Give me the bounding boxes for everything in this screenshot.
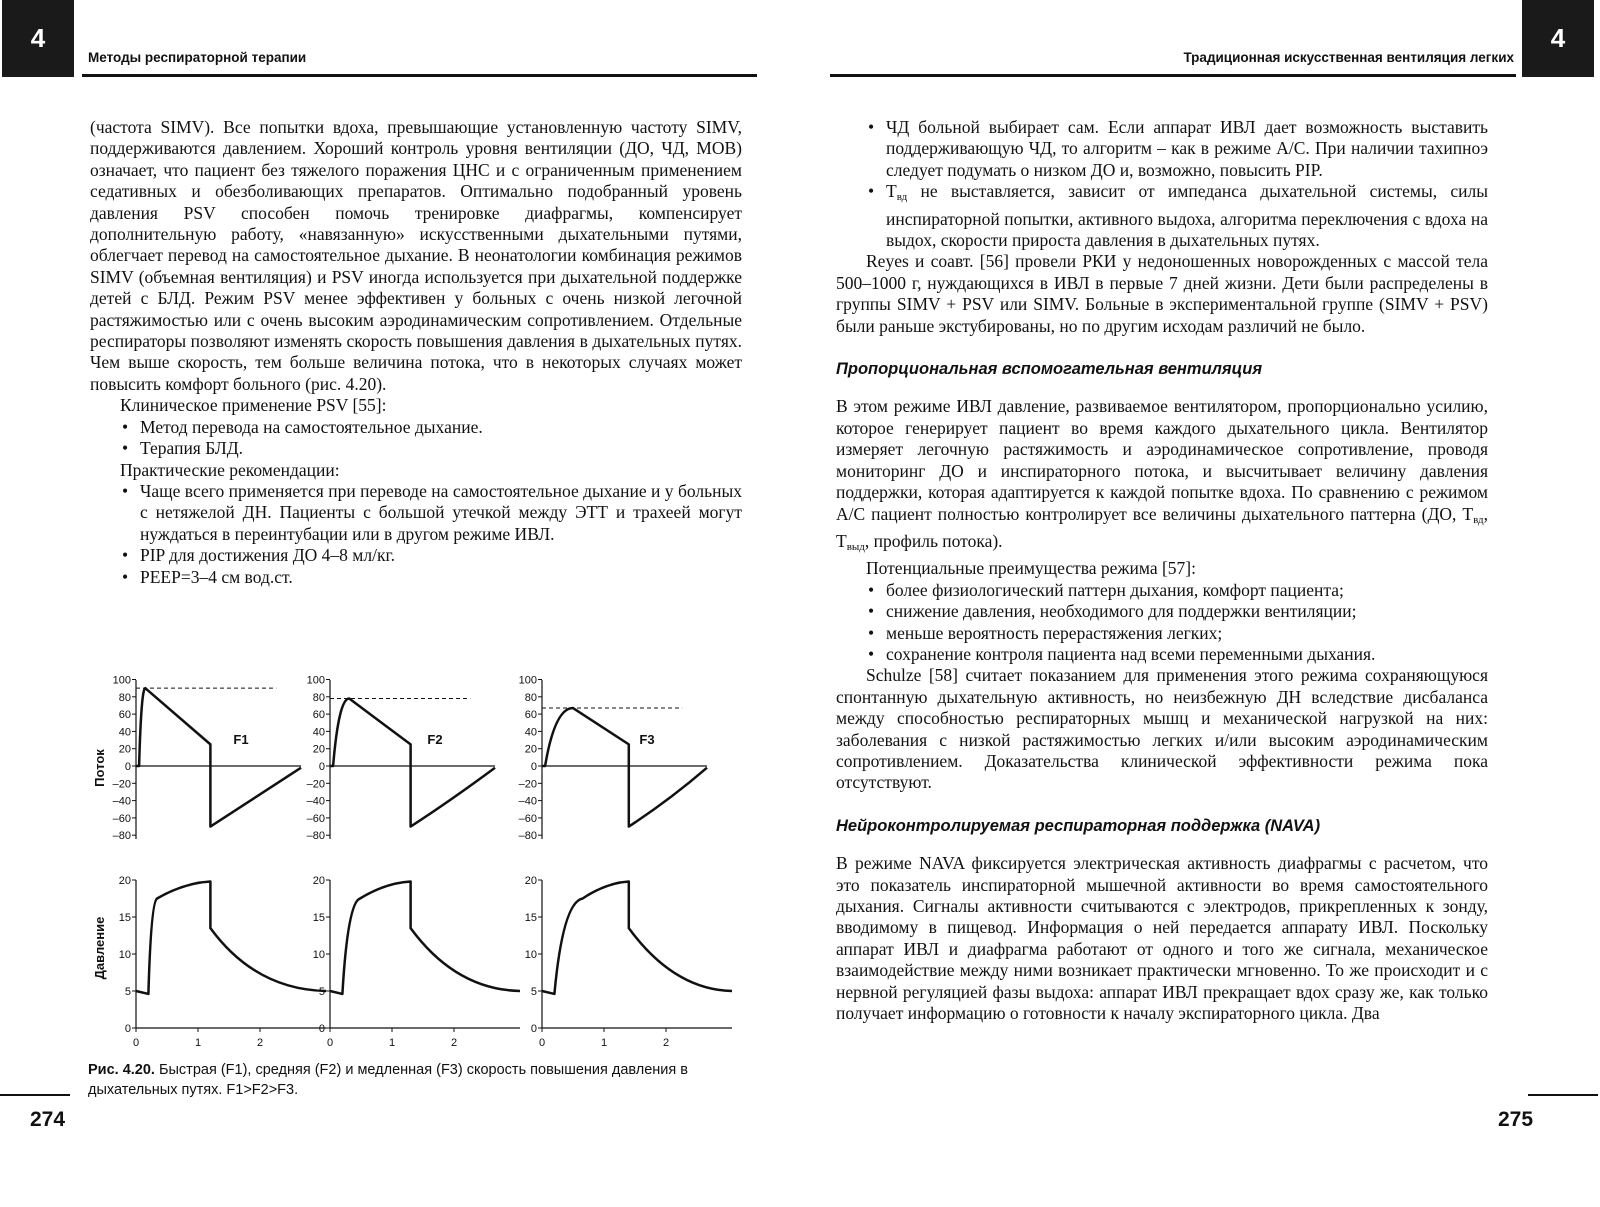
flow-tick-label: 100 xyxy=(306,674,325,687)
paragraph-schulze: Schulze [58] считает показанием для применения этого режима сохраняющуюся спонтанную дыхательную активность, но неизбежную ДН вследствие дисбаланса между способностью респираторных мышц и механической нагрузкой на них: заболевания с низкой растяжимостью легких и/или высоким аэродинамическим сопротивлением. Доказательства клинической эффективности режима пока отсутствуют. xyxy=(836,665,1488,793)
page-number-right: 275 xyxy=(1498,1108,1534,1131)
page-number-left: 274 xyxy=(30,1108,66,1131)
x-tick-label: 2 xyxy=(450,1037,458,1049)
flow-curve xyxy=(542,708,707,827)
symbol-t: Т xyxy=(886,181,897,202)
paragraph-psv: (частота SIMV). Все попытки вдоха, превышающие установленную частоту SIMV, поддерживаются давлением. Хороший контроль уровня вентиляции (ДО, ЧД, МОВ) означает, что пациент без тяжелого поражения ЦНС и с ограниченным применением седативных и обезболивающих препаратов. Оптимально подобранный уровень давления PSV способен помочь тренировке диафрагмы, компенсирует дополнительную работу, «навязанную» искусственными дыхательными путями, облегчает перевод на самостоятельное дыхание. В неонатологии комбинация режимов SIMV (объемная вентиляция) и PSV иногда используется при дыхательной поддержке детей с БЛД. Режим PSV менее эффективен у больных с очень низкой легочной растяжимостью или с очень высоким аэродинамическим сопротивлением. Отдельные респираторы позволяют изменять скорость повышения давления в дыхательных путях. Чем выше скорость, тем больше величина потока, что в некоторых случаях может повысить комфорт больного (рис. 4.20). xyxy=(90,117,742,394)
panel-label: F1 xyxy=(233,732,249,747)
running-head-right: Традиционная искусственная вентиляция легких xyxy=(1183,50,1514,65)
flow-axis-label: Поток xyxy=(92,749,107,787)
figure-caption xyxy=(88,1060,748,1100)
list-item: • PIP для достижения ДО 4–8 мл/кг. xyxy=(122,545,742,566)
pressure-tick-label: 5 xyxy=(530,986,537,998)
right-page xyxy=(800,0,1600,1207)
clinical-use-label: Клиническое применение PSV [55]: xyxy=(120,395,387,416)
flow-tick-label: 0 xyxy=(318,761,325,773)
panel-label: F3 xyxy=(639,732,655,747)
section-title-nava: Нейроконтролируемая респираторная поддержка (NAVA) xyxy=(836,816,1321,835)
subscript: вд xyxy=(896,191,908,204)
practical-label: Практические рекомендации: xyxy=(120,459,340,480)
pressure-tick-label: 5 xyxy=(124,986,131,998)
pressure-tick-label: 20 xyxy=(312,875,325,887)
flow-tick-label: 100 xyxy=(112,674,131,687)
subscript: вд xyxy=(1473,513,1484,526)
caption-text: Быстрая (F1), средняя (F2) и медленная (F3) скорость повышения давления в дыхательных путях. F1>F2>F3. xyxy=(88,1062,688,1098)
bullet-text: не выставляется, зависит от импеданса дыхательной системы, силы инспираторной попытки, активного выдоха, алгоритма переключения с вдоха на выдох, скорости прироста давления в дыхательных путях. xyxy=(886,181,1488,251)
clinical-use-list xyxy=(90,417,742,460)
flow-tick-label: –80 xyxy=(306,830,325,843)
flow-tick-label: 80 xyxy=(312,691,325,704)
x-tick-label: 2 xyxy=(662,1037,670,1049)
footer-rule-left xyxy=(0,1094,70,1096)
pressure-tick-label: 15 xyxy=(118,912,131,924)
left-text-column xyxy=(90,117,742,588)
list-item: • Чаще всего применяется при переводе на самостоятельное дыхание и у больных с нетяжелой ДН. Пациенты с большой утечкой между ЭТТ и трахеей могут нуждаться в переинтубации или в другом режиме ИВЛ. xyxy=(122,481,742,545)
flow-tick-label: 60 xyxy=(118,709,131,722)
pressure-tick-label: 15 xyxy=(312,912,325,924)
footer-rule-right xyxy=(1528,1094,1598,1096)
flow-tick-label: –60 xyxy=(518,812,537,825)
flow-tick-label: –80 xyxy=(518,830,537,843)
x-tick-label: 1 xyxy=(600,1037,608,1049)
figure-4-20 xyxy=(82,668,752,1053)
flow-tick-label: –20 xyxy=(518,778,537,791)
pressure-tick-label: 15 xyxy=(524,912,537,924)
flow-tick-label: –20 xyxy=(112,778,131,791)
header-rule-left xyxy=(82,74,757,77)
chapter-badge-right: 4 xyxy=(1522,0,1594,77)
pressure-tick-label: 0 xyxy=(318,1023,325,1035)
flow-tick-label: 40 xyxy=(312,726,325,739)
flow-tick-label: –40 xyxy=(112,795,131,808)
flow-tick-label: 0 xyxy=(124,761,131,773)
pressure-curve xyxy=(330,881,520,993)
pressure-tick-label: 20 xyxy=(118,875,131,887)
flow-curve xyxy=(330,699,495,827)
flow-tick-label: 80 xyxy=(524,691,537,704)
right-text-column xyxy=(836,117,1488,1024)
pressure-tick-label: 20 xyxy=(524,875,537,887)
pressure-curve xyxy=(542,881,732,993)
flow-tick-label: –40 xyxy=(306,795,325,808)
pressure-axis-label: Давление xyxy=(92,916,107,980)
psv-bullets xyxy=(836,117,1488,251)
flow-tick-label: 80 xyxy=(118,691,131,704)
panel-label: F2 xyxy=(427,732,443,747)
flow-tick-label: –20 xyxy=(306,778,325,791)
section-title-pav: Пропорциональная вспомогательная вентиляция xyxy=(836,360,1263,379)
benefits-label: Потенциальные преимущества режима [57]: xyxy=(866,558,1196,579)
pressure-curve xyxy=(136,881,326,993)
pressure-tick-label: 10 xyxy=(118,949,131,961)
x-tick-label: 0 xyxy=(326,1037,334,1049)
list-item: • Терапия БЛД. xyxy=(122,438,742,459)
x-tick-label: 1 xyxy=(388,1037,396,1049)
pressure-tick-label: 0 xyxy=(124,1023,131,1035)
flow-tick-label: 40 xyxy=(524,726,537,739)
running-head-left: Методы респираторной терапии xyxy=(88,50,307,65)
flow-tick-label: –40 xyxy=(518,795,537,808)
pav-text: , профиль потока). xyxy=(864,530,1003,551)
flow-tick-label: –60 xyxy=(112,812,131,825)
list-item: • ЧД больной выбирает сам. Если аппарат ИВЛ дает возможность выставить поддерживающую ЧД, то алгоритм – как в режиме A/C. При наличии тахипноэ следует подумать о низком ДО и, возможно, повысить PIP. xyxy=(868,117,1488,181)
paragraph-reyes: Reyes и соавт. [56] провели РКИ у недоношенных новорожденных с массой тела 500–1000 г, нуждающихся в ИВЛ в первые 7 дней жизни. Дети были распределены в группы SIMV + PSV или SIMV. Больные в экспериментальной группе (SIMV + PSV) были раньше экстубированы, но по другим исходам различий не было. xyxy=(836,251,1488,336)
flow-curve xyxy=(136,688,301,826)
pressure-tick-label: 0 xyxy=(530,1023,537,1035)
list-item: • более физиологический паттерн дыхания, комфорт пациента; xyxy=(868,580,1488,601)
x-tick-label: 0 xyxy=(538,1037,546,1049)
x-tick-label: 0 xyxy=(132,1037,140,1049)
header-rule-right xyxy=(830,74,1516,77)
list-item: • сохранение контроля пациента над всеми переменными дыхания. xyxy=(868,644,1488,665)
flow-tick-label: 20 xyxy=(524,743,537,756)
list-item: • Метод перевода на самостоятельное дыхание. xyxy=(122,417,742,438)
flow-tick-label: 20 xyxy=(312,743,325,756)
paragraph-pav xyxy=(836,396,1488,558)
pav-text: В этом режиме ИВЛ давление, развиваемое вентилятором, пропорционально усилию, которое генерирует пациент во время каждого дыхательного цикла. Вентилятор измеряет легочную растяжимость и аэродинамическое сопротивление, проводя мониторинг ДО и инспираторного потока, и высчитывает величину давления поддержки, которая адаптируется к каждой попытке вдоха. По сравнению с режимом A/C пациент полностью контролирует все величины дыхательного паттерна (ДО, Т xyxy=(836,396,1488,524)
flow-tick-label: –80 xyxy=(112,830,131,843)
practical-list xyxy=(90,481,742,588)
flow-tick-label: 100 xyxy=(518,674,537,687)
caption-label: Рис. 4.20. xyxy=(88,1062,155,1078)
flow-tick-label: –60 xyxy=(306,812,325,825)
pressure-tick-label: 10 xyxy=(312,949,325,961)
list-item: • меньше вероятность перерастяжения легких; xyxy=(868,623,1488,644)
flow-tick-label: 20 xyxy=(118,743,131,756)
x-tick-label: 2 xyxy=(256,1037,264,1049)
pressure-tick-label: 5 xyxy=(318,986,325,998)
list-item: • снижение давления, необходимого для поддержки вентиляции; xyxy=(868,601,1488,622)
x-tick-label: 1 xyxy=(194,1037,202,1049)
list-item: • PEEP=3–4 см вод.ст. xyxy=(122,567,742,588)
flow-tick-label: 60 xyxy=(312,709,325,722)
flow-tick-label: 40 xyxy=(118,726,131,739)
paragraph-nava: В режиме NAVA фиксируется электрическая активность диафрагмы с расчетом, что это показатель инспираторной мышечной активности во время самостоятельного дыхания. Сигналы активности считываются с электродов, прикрепленных к зонду, вводимому в пищевод. Информация о ней передается аппарату ИВЛ. Поскольку аппарат ИВЛ и диафрагма работают от одного и того же сигнала, механическое взаимодействие между ними возникает практически мгновенно. То же происходит и с нервной регуляцией фазы выдоха: аппарат ИВЛ прекращает вдох сразу же, как только получает информацию о готовности к началу экспираторного цикла. Два xyxy=(836,853,1488,1024)
pressure-tick-label: 10 xyxy=(524,949,537,961)
pav-text: , Т xyxy=(836,503,1488,551)
benefits-list xyxy=(836,580,1488,666)
flow-tick-label: 60 xyxy=(524,709,537,722)
subscript: выд xyxy=(846,540,865,553)
list-item xyxy=(868,181,1488,251)
chapter-badge-left: 4 xyxy=(2,0,74,77)
flow-tick-label: 0 xyxy=(530,761,537,773)
